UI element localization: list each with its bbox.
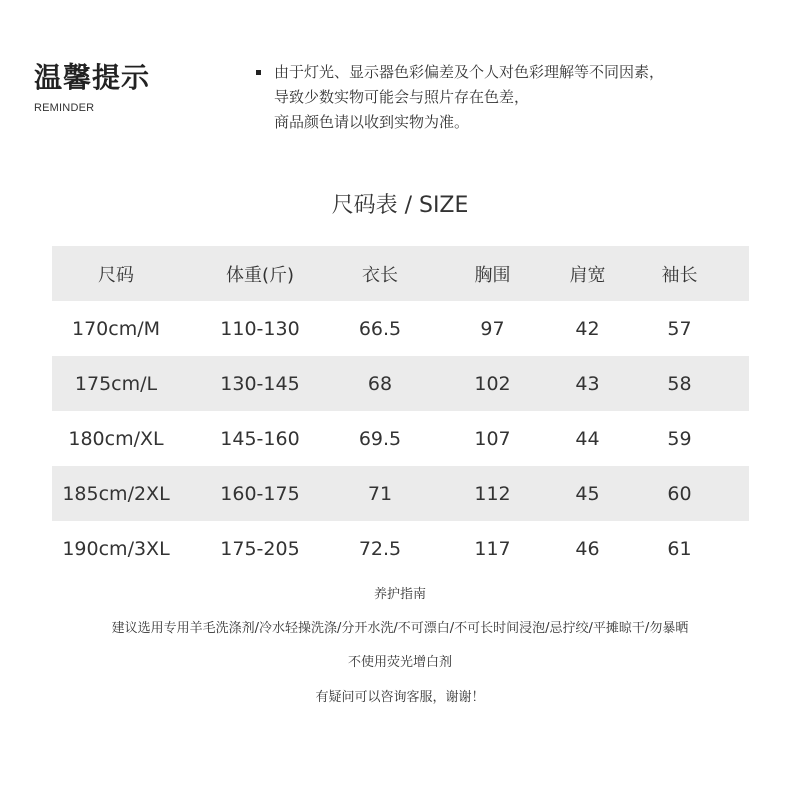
header-cell-length: 衣长 bbox=[362, 264, 398, 286]
table-cell: 170cm/M bbox=[71, 317, 160, 340]
header-cell-sleeve: 袖长 bbox=[661, 264, 698, 286]
table-cell: 58 bbox=[667, 372, 692, 395]
care-instructions: 建议选用专用羊毛洗涤剂/冷水轻操洗涤/分开水洗/不可漂白/不可长时间浸泡/忌拧绞/平摊晾干/勿暴晒 bbox=[111, 621, 689, 636]
table-row bbox=[52, 466, 749, 521]
table-row bbox=[52, 521, 749, 576]
table-cell: 72.5 bbox=[358, 537, 402, 560]
table-cell: 61 bbox=[667, 537, 692, 560]
table-cell: 45 bbox=[575, 482, 600, 505]
table-cell: 42 bbox=[575, 317, 600, 340]
table-cell: 107 bbox=[474, 427, 511, 450]
care-guide-title: 养护指南 bbox=[373, 587, 426, 602]
header-cell-shoulder: 肩宽 bbox=[569, 264, 606, 286]
bullet-square-icon bbox=[256, 70, 261, 75]
table-cell: 112 bbox=[474, 482, 511, 505]
table-cell: 110-130 bbox=[220, 317, 300, 340]
notice-line: 由于灯光、显示器色彩偏差及个人对色彩理解等不同因素， bbox=[274, 63, 665, 81]
notice-line: 商品颜色请以收到实物为准。 bbox=[274, 113, 470, 131]
color-notice bbox=[256, 60, 756, 135]
header-cell-chest: 胸围 bbox=[474, 264, 511, 286]
reminder-title: 温馨提示 bbox=[34, 61, 151, 94]
table-cell: 175cm/L bbox=[74, 372, 158, 395]
table-cell: 60 bbox=[667, 482, 692, 505]
table-row bbox=[52, 301, 749, 356]
service-note: 有疑问可以咨询客服，谢谢！ bbox=[315, 690, 485, 705]
table-cell: 44 bbox=[575, 427, 600, 450]
table-cell: 66.5 bbox=[358, 317, 402, 340]
table-cell: 69.5 bbox=[358, 427, 402, 450]
table-cell: 190cm/3XL bbox=[62, 537, 170, 560]
table-cell: 43 bbox=[575, 372, 600, 395]
notice-line: 导致少数实物可能会与照片存在色差， bbox=[274, 88, 530, 106]
size-chart-title: 尺码表 / SIZE bbox=[331, 193, 469, 218]
table-cell: 59 bbox=[667, 427, 692, 450]
header-cell-size: 尺码 bbox=[98, 264, 134, 286]
table-cell: 102 bbox=[474, 372, 511, 395]
table-cell: 185cm/2XL bbox=[62, 482, 170, 505]
table-cell: 57 bbox=[667, 317, 692, 340]
table-cell: 130-145 bbox=[220, 372, 300, 395]
table-cell: 68 bbox=[367, 372, 393, 395]
care-note: 不使用荧光增白剂 bbox=[347, 655, 452, 670]
table-cell: 145-160 bbox=[220, 427, 300, 450]
table-cell: 71 bbox=[367, 482, 393, 505]
table-row bbox=[52, 411, 749, 466]
reminder-subtitle: REMINDER bbox=[34, 102, 95, 114]
table-header-row bbox=[52, 246, 749, 301]
header-cell-weight: 体重(斤) bbox=[225, 264, 295, 286]
table-cell: 180cm/XL bbox=[68, 427, 164, 450]
table-cell: 160-175 bbox=[220, 482, 300, 505]
table-cell: 97 bbox=[480, 317, 505, 340]
table-cell: 117 bbox=[474, 537, 511, 560]
table-cell: 46 bbox=[575, 537, 600, 560]
table-cell: 175-205 bbox=[220, 537, 300, 560]
size-table bbox=[52, 246, 749, 576]
table-row bbox=[52, 356, 749, 411]
